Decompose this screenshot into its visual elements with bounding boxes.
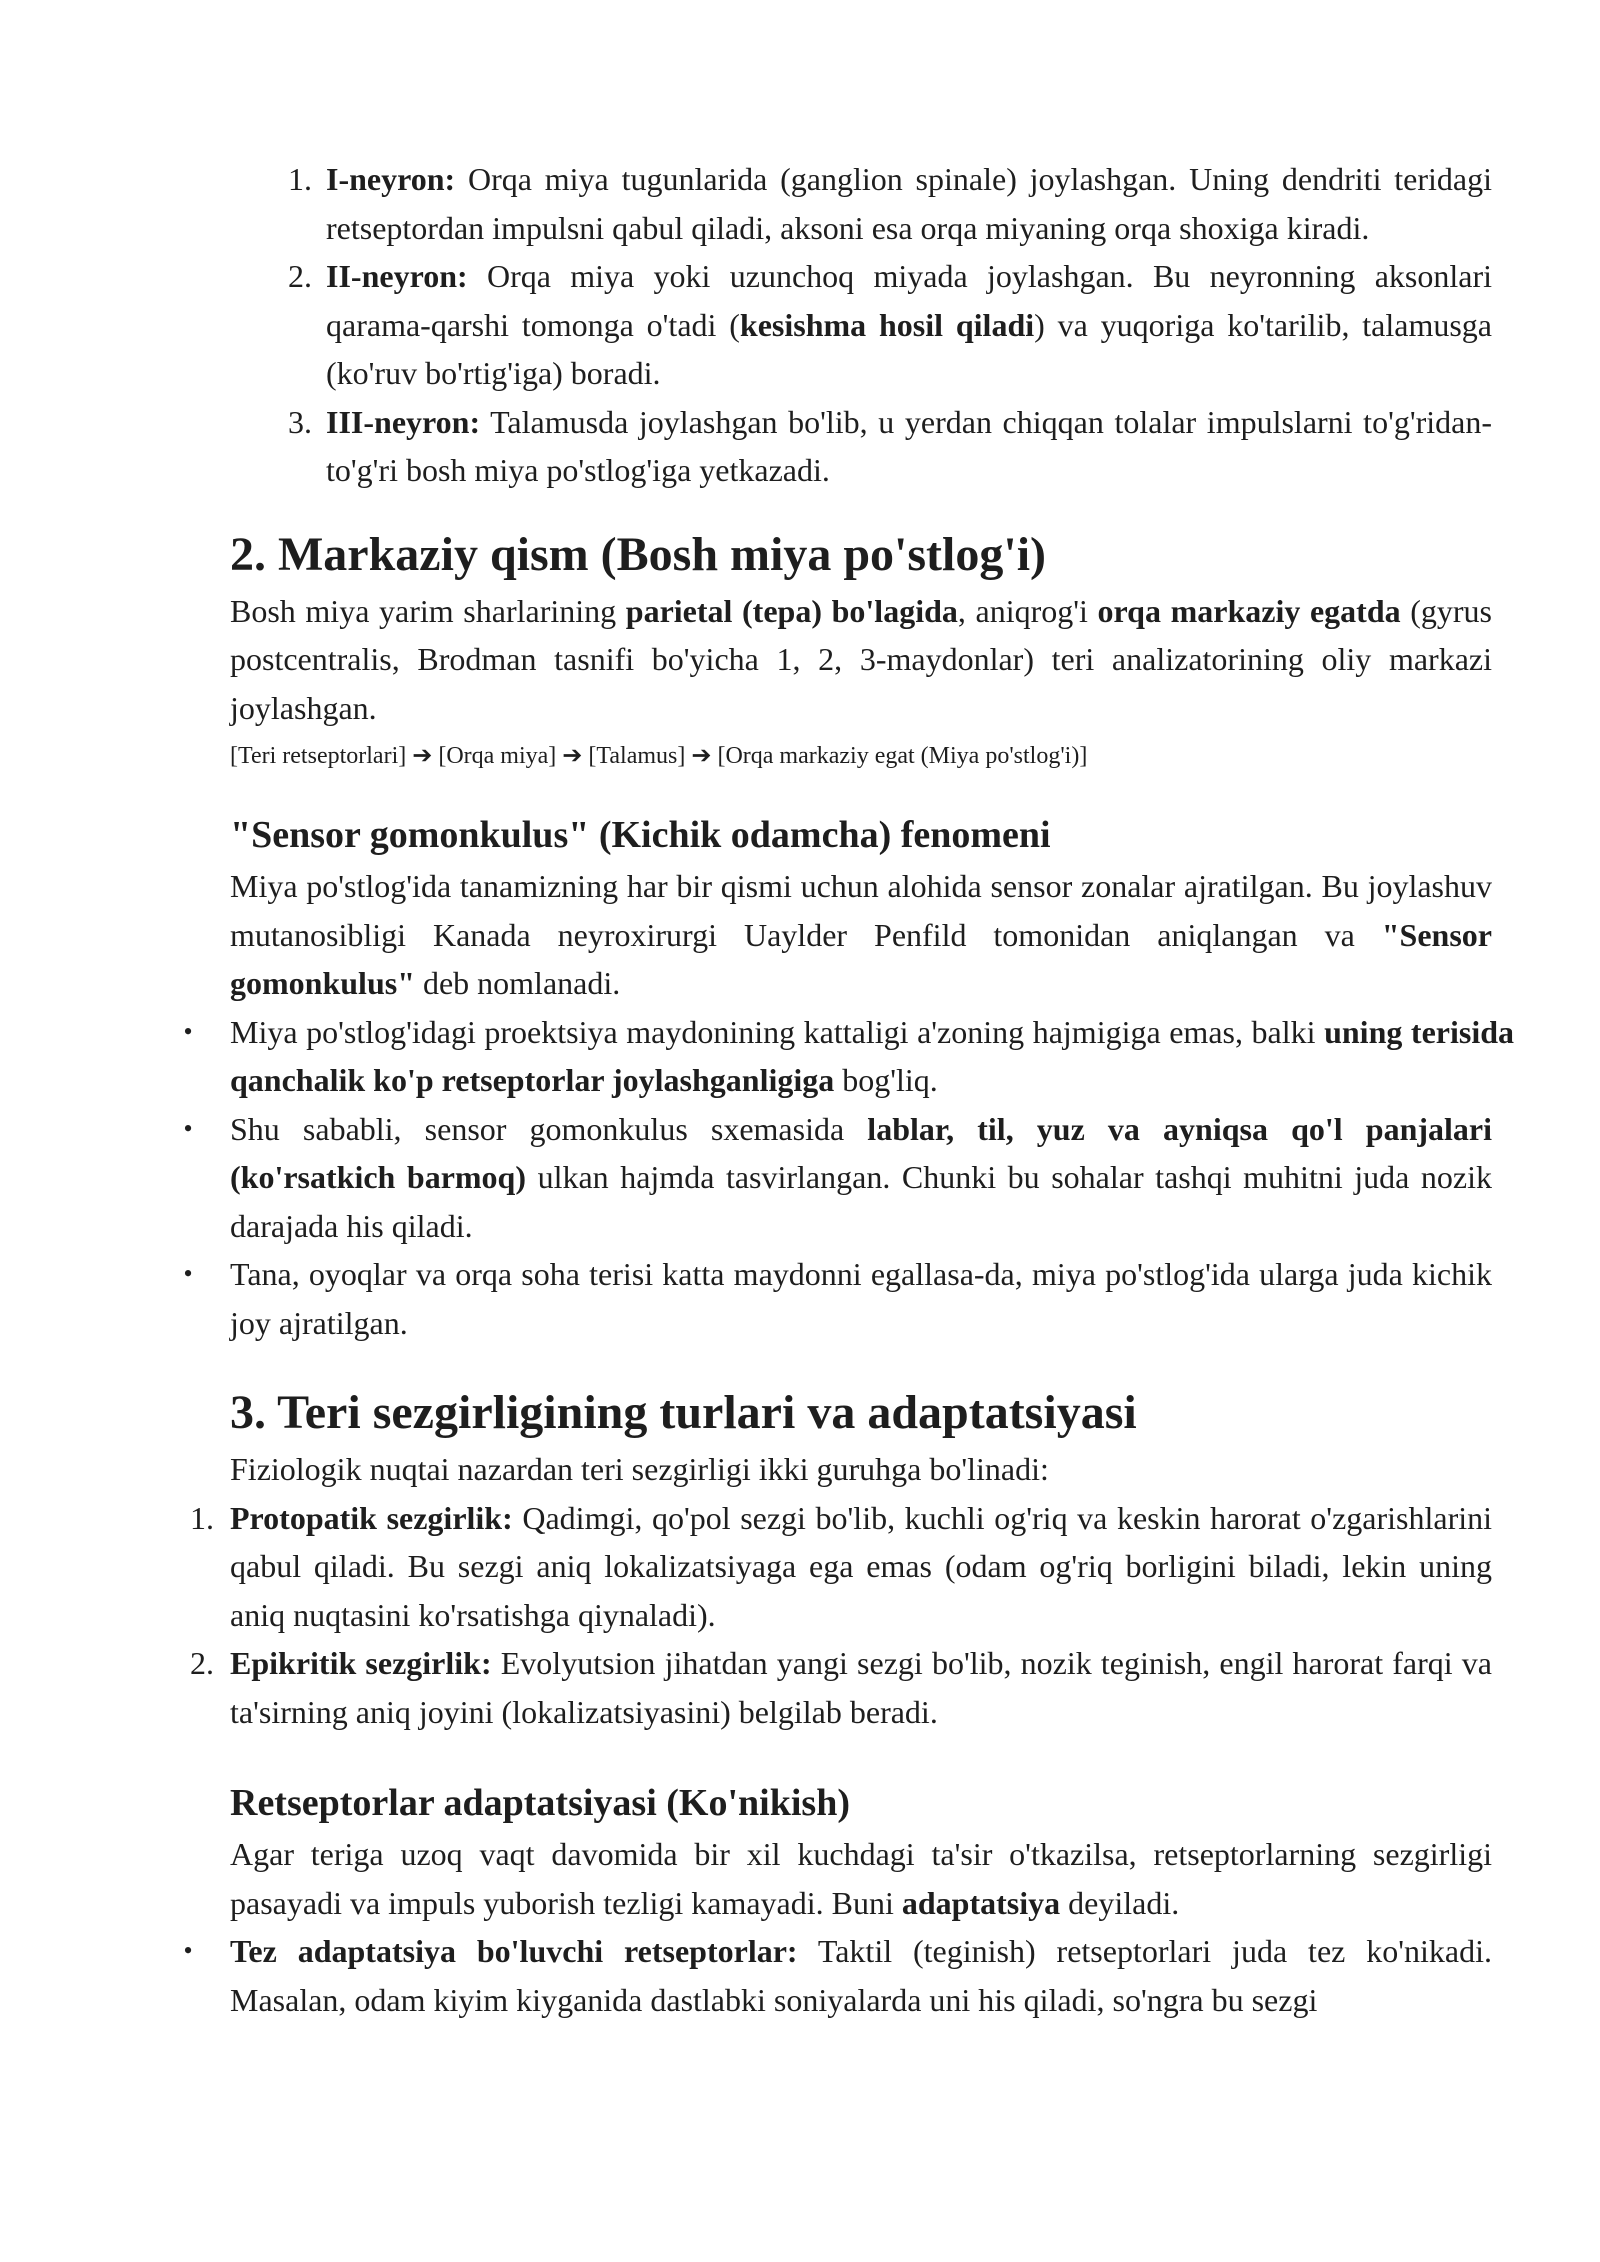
bullet-marker: •	[183, 1936, 193, 1965]
list-item-text: Talamusda joylashgan bo'lib, u yerdan chiqqan tolalar impulslarni to'g'ridan-to'g'ri bosh miya po'stlog'iga yetkazadi.	[326, 403, 1492, 488]
list-item	[183, 1008, 1515, 1105]
list-item	[190, 1639, 1493, 1736]
list-number: 2.	[288, 258, 312, 294]
list-item-text: Shu sababli, sensor gomonkulus sxemasida	[230, 1110, 868, 1147]
bullet-marker: •	[183, 1113, 193, 1143]
list-number: 1.	[190, 1499, 214, 1536]
list-item-text: ulkan hajmda tasvirlangan. Chunki bu sohalar tashqi muhitni juda nozik darajada his qiladi.	[230, 1159, 1493, 1244]
paragraph	[230, 587, 1492, 733]
list-item-text: Qadimgi, qo'pol sezgi bo'lib, kuchli og'riq va keskin harorat o'zgarishlarini qabul qiladi. Bu sezgi aniq lokalizatsiyaga ega emas (odam og'riq borligini biladi, lekin uning aniq nuqtasini ko'rsatishga qiynaladi).	[230, 1499, 1493, 1633]
list-item	[288, 398, 1492, 495]
bullet-list	[183, 1008, 1515, 1348]
list-item-emphasis: lablar, til, yuz va ayniqsa qo'l panjalari (ko'rsatkich barmoq)	[230, 1110, 1493, 1195]
list-item-text: Taktil (teginish) retseptorlari juda tez ko'nikadi. Masalan, odam kiyim kiyganida dastlabki soniyalarda uni his qiladi, so'ngra bu sezgi	[230, 1933, 1493, 2018]
list-item	[183, 1250, 1492, 1347]
pathway-diagram-text: [Teri retseptorlari] ➔ [Orqa miya] ➔ [Talamus] ➔ [Orqa markaziy egat (Miya po'stlog'i)]	[230, 743, 1088, 769]
subsection-heading: Retseptorlar adaptatsiyasi (Ko'nikish)	[230, 1782, 851, 1824]
paragraph	[230, 862, 1492, 1008]
list-item-term: Tez adaptatsiya bo'luvchi retseptorlar:	[230, 1933, 798, 1969]
list-item-text: Tana, oyoqlar va orqa soha terisi katta maydonni egallasa-da, miya po'stlog'ida ularga juda kichik joy ajratilgan.	[230, 1256, 1492, 1341]
list-item-text: Evolyutsion jihatdan yangi sezgi bo'lib, nozik teginish, engil harorat farqi va ta'sirning aniq joyini (lokalizatsiyasini) belgilab beradi.	[230, 1645, 1493, 1730]
list-item-term: III-neyron:	[326, 403, 481, 440]
list-item-text: ) va yuqoriga ko'tarilib, talamusga (ko'ruv bo'rtig'iga) boradi.	[326, 306, 1493, 391]
sensitivity-list	[190, 1494, 1493, 1737]
list-number: 2.	[190, 1645, 214, 1681]
paragraph	[230, 1830, 1492, 1927]
section-heading: 2. Markaziy qism (Bosh miya po'stlog'i)	[230, 527, 1047, 581]
section-heading: 3. Teri sezgirligining turlari va adaptatsiyasi	[230, 1386, 1137, 1439]
list-item-text: Miya po'stlog'idagi proektsiya maydonining kattaligi a'zoning hajmigiga emas, balki	[230, 1013, 1325, 1050]
neuron-list	[230, 155, 1492, 495]
list-number: 1.	[288, 161, 312, 197]
paragraph-emphasis: adaptatsiya	[901, 1884, 1061, 1921]
paragraph-text: Miya po'stlog'ida tanamizning har bir qismi uchun alohida sensor zonalar ajratilgan. Bu joylashuv mutanosibligi Kanada neyroxirurgi Uaylder Penfild tomonidan aniqlangan va	[230, 868, 1492, 953]
paragraph-text: deb nomlanadi.	[414, 965, 621, 1001]
paragraph-text: (gyrus postcentralis, Brodman tasnifi bo'yicha 1, 2, 3-maydonlar) teri analizatorining oliy markazi joylashgan.	[230, 592, 1493, 726]
paragraph-text: , aniqrog'i	[957, 592, 1098, 629]
list-item	[288, 155, 1492, 252]
list-item-emphasis: kesishma hosil qiladi	[739, 306, 1035, 343]
paragraph-text: Agar teriga uzoq vaqt davomida bir xil kuchdagi ta'sir o'tkazilsa, retseptorlarning sezgirligi pasayadi va impuls yuborish tezligi kamayadi. Buni	[230, 1836, 1492, 1921]
subsection-heading: "Sensor gomonkulus" (Kichik odamcha) fenomeni	[230, 814, 1051, 856]
list-item-term: Epikritik sezgirlik:	[230, 1645, 492, 1681]
paragraph-emphasis: orqa markaziy egatda	[1097, 592, 1401, 629]
list-item-term: Protopatik sezgirlik:	[230, 1499, 513, 1536]
list-item	[190, 1494, 1493, 1640]
list-item-text: Orqa miya yoki uzunchoq miyada joylashgan. Bu neyronning aksonlari qarama-qarshi tomonga o'tadi (	[326, 258, 1492, 343]
bullet-marker: •	[183, 1259, 193, 1288]
list-item-emphasis: uning terisida qanchalik ko'p retseptorlar joylashganligiga	[230, 1013, 1515, 1098]
list-item-text: bog'liq.	[834, 1062, 938, 1098]
list-item	[288, 252, 1493, 398]
list-item-term: I-neyron:	[326, 161, 456, 197]
paragraph-text: Bosh miya yarim sharlarining	[230, 592, 626, 629]
paragraph-emphasis: "Sensor gomonkulus"	[230, 916, 1492, 1001]
paragraph: Fiziologik nuqtai nazardan teri sezgirligi ikki guruhga bo'linadi:	[230, 1451, 1049, 1487]
paragraph-emphasis: parietal (tepa) bo'lagida	[625, 592, 958, 629]
bullet-marker: •	[183, 1016, 193, 1046]
list-item	[183, 1927, 1493, 2024]
list-number: 3.	[288, 403, 312, 440]
paragraph-text: deyiladi.	[1060, 1884, 1180, 1921]
list-item-text: Orqa miya tugunlarida (ganglion spinale) joylashgan. Uning dendriti teridagi retseptordan impulsni qabul qiladi, aksoni esa orqa miyaning orqa shoxiga kiradi.	[326, 161, 1492, 246]
bullet-list	[183, 1927, 1493, 2024]
list-item	[183, 1105, 1493, 1251]
page-content	[183, 155, 1515, 2024]
list-item-term: II-neyron:	[326, 258, 468, 294]
